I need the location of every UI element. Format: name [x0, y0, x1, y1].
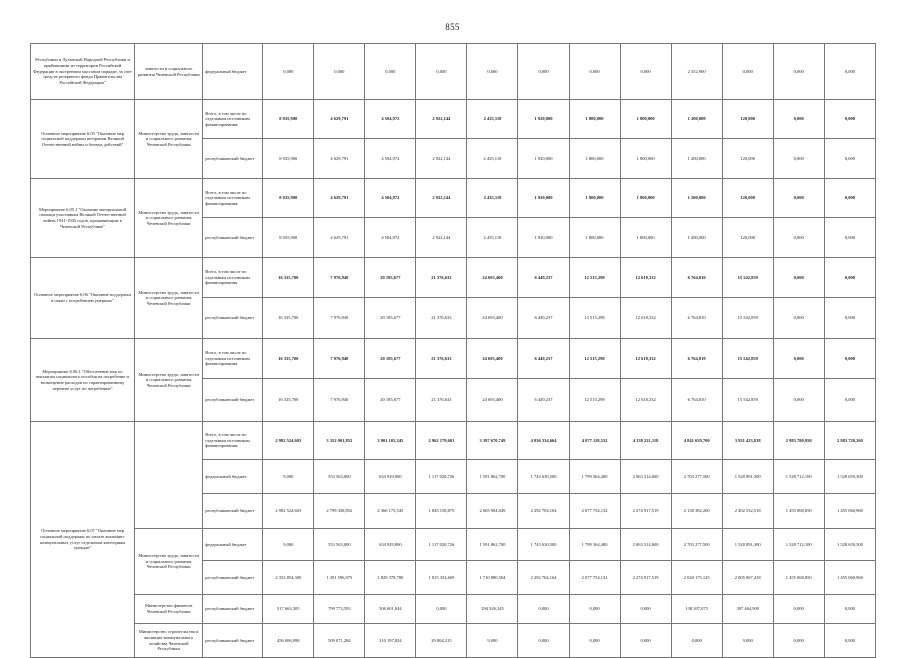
executor-cell: Министерство труда, занятости и социального развития Чеченской Республики — [135, 179, 203, 258]
amount-cell: 4 504,972 — [365, 139, 416, 179]
amount-cell: 1 829 378,780 — [365, 561, 416, 595]
amount-cell: 16 335,700 — [263, 379, 314, 422]
amount-cell: 4 629,791 — [314, 179, 365, 218]
table-row — [31, 422, 876, 460]
amount-cell: 7 976,940 — [314, 298, 365, 339]
page-number: 855 — [445, 22, 460, 32]
amount-cell: 1 455 068,850 — [773, 494, 824, 529]
amount-cell: 2 703 277,500 — [671, 529, 722, 561]
amount-cell: 6 764,810 — [671, 339, 722, 379]
amount-cell: 2 435,118 — [467, 218, 518, 258]
amount-cell: 0,000 — [824, 379, 875, 422]
amount-cell: 1 455 060,960 — [824, 561, 875, 595]
amount-cell: 20 185,677 — [365, 298, 416, 339]
amount-cell: 16 335,700 — [263, 258, 314, 298]
table-row — [31, 624, 876, 658]
amount-cell: 15 542,859 — [722, 379, 773, 422]
amount-cell: 0,000 — [773, 258, 824, 298]
amount-cell: 0,000 — [620, 624, 671, 658]
amount-cell: 1 920,000 — [518, 139, 569, 179]
amount-cell: 7 976,940 — [314, 258, 365, 298]
amount-cell: 21 376,633 — [416, 298, 467, 339]
amount-cell: 8 035,900 — [263, 139, 314, 179]
amount-cell: 2 353 854,300 — [263, 561, 314, 595]
amount-cell: 0,000 — [569, 44, 620, 100]
amount-cell: 2 077 754,132 — [569, 561, 620, 595]
amount-cell: 4 629,791 — [314, 218, 365, 258]
funding-source-cell: республиканский бюджет — [203, 494, 263, 529]
amount-cell: 12 515,298 — [569, 339, 620, 379]
amount-cell: 120,000 — [722, 218, 773, 258]
amount-cell: 0,000 — [569, 624, 620, 658]
amount-cell: 20 185,677 — [365, 379, 416, 422]
amount-cell: 0,000 — [773, 179, 824, 218]
activity-name-cell: Мероприятие 6.06.1 "Обеспечение мер по выплатам социального пособия на погребение и возмещение расходов по гарантированному перечню услуг по погребению" — [31, 339, 135, 422]
amount-cell: 4 338 221,118 — [620, 422, 671, 460]
amount-cell: 1 815 354,669 — [416, 561, 467, 595]
amount-cell: 4 504,972 — [365, 100, 416, 139]
amount-cell: 1 800,000 — [569, 218, 620, 258]
executor-cell: Министерство труда, занятости и социального развития Чеченской Республики — [135, 529, 203, 595]
activity-name-cell: Основное мероприятие 6.06 "Оказание поддержки в связи с погребением умерших" — [31, 258, 135, 339]
amount-cell: 553 563,000 — [314, 529, 365, 561]
amount-cell: 0,000 — [263, 44, 314, 100]
amount-cell: 12 515,298 — [569, 379, 620, 422]
funding-source-cell: Всего, в том числе по отдельным источникам финансирования: — [203, 422, 263, 460]
activity-name-cell: Мероприятие 6.05.1 "Оказание материальной помощи участникам Великой Отечественной войны 1941-1945 годов, проживающим в Чеченской Республике" — [31, 179, 135, 258]
table-row — [31, 258, 876, 298]
table-row — [31, 595, 876, 624]
funding-source-cell: Всего, в том числе по отдельным источникам финансирования: — [203, 100, 263, 139]
amount-cell: 0,000 — [569, 595, 620, 624]
funding-source-cell: федеральный бюджет — [203, 460, 263, 494]
funding-source-cell: Всего, в том числе по отдельным источникам финансирования: — [203, 179, 263, 218]
amount-cell: 1 200,000 — [671, 179, 722, 218]
amount-cell: 1 200,000 — [671, 139, 722, 179]
amount-cell: 0,000 — [773, 624, 824, 658]
funding-source-cell: республиканский бюджет — [203, 298, 263, 339]
funding-source-cell: республиканский бюджет — [203, 561, 263, 595]
amount-cell: 1 799 364,400 — [569, 529, 620, 561]
amount-cell: 2 799 438,852 — [314, 494, 365, 529]
amount-cell: 20 185,677 — [365, 339, 416, 379]
amount-cell: 509 071,284 — [314, 624, 365, 658]
amount-cell: 12 618,332 — [620, 379, 671, 422]
amount-cell: 1 591 862,700 — [467, 460, 518, 494]
amount-cell: 2 435,118 — [467, 179, 518, 218]
amount-cell: 6 449,237 — [518, 298, 569, 339]
amount-cell: 0,000 — [620, 44, 671, 100]
amount-cell: 12 618,332 — [620, 339, 671, 379]
amount-cell: 3 352 001,852 — [314, 422, 365, 460]
amount-cell: 2 982 524,603 — [263, 494, 314, 529]
amount-cell: 517 663,305 — [263, 595, 314, 624]
amount-cell: 2 922,144 — [416, 218, 467, 258]
amount-cell: 0,000 — [824, 179, 875, 218]
amount-cell: 2 435,118 — [467, 100, 518, 139]
amount-cell: 4 629,791 — [314, 100, 365, 139]
amount-cell: 0,000 — [773, 379, 824, 422]
amount-cell: 0,000 — [773, 339, 824, 379]
amount-cell: 0,000 — [773, 595, 824, 624]
funding-source-cell: республиканский бюджет — [203, 139, 263, 179]
amount-cell: 2 922,144 — [416, 179, 467, 218]
amount-cell: 1 528 659,300 — [824, 460, 875, 494]
amount-cell: 1 800,000 — [620, 179, 671, 218]
amount-cell: 6 449,237 — [518, 339, 569, 379]
amount-cell: 9,000 — [722, 624, 773, 658]
amount-cell: 1 528 712,100 — [773, 460, 824, 494]
amount-cell: 2 063 314,600 — [620, 460, 671, 494]
amount-cell: 1 920,000 — [518, 100, 569, 139]
amount-cell: 1 528 891,300 — [722, 529, 773, 561]
amount-cell: 0,000 — [416, 595, 467, 624]
amount-cell: 120,000 — [722, 100, 773, 139]
amount-cell: 2 366 175,545 — [365, 494, 416, 529]
amount-cell: 24 693,400 — [467, 298, 518, 339]
activity-name-cell: Республики и Луганской Народной Республики и прибывшими из территории Российской Федерации в экстренном массовом порядке, за счет средств резервного фонда Правительства Российской Федерации" — [31, 44, 135, 100]
amount-cell: 1 117 020,726 — [416, 460, 467, 494]
amount-cell: 16 335,700 — [263, 339, 314, 379]
amount-cell: 2 292 704,164 — [518, 494, 569, 529]
amount-cell: 12 515,298 — [569, 298, 620, 339]
amount-cell: 0,000 — [671, 624, 722, 658]
amount-cell: 7 976,940 — [314, 339, 365, 379]
amount-cell: 9,000 — [263, 460, 314, 494]
amount-cell: 1 800,000 — [620, 218, 671, 258]
amount-cell: 553 563,000 — [314, 460, 365, 494]
amount-cell: 0,000 — [824, 595, 875, 624]
amount-cell: 15 542,859 — [722, 258, 773, 298]
amount-cell: 2 703 277,500 — [671, 460, 722, 494]
amount-cell: 0,000 — [518, 44, 569, 100]
amount-cell: 0,000 — [824, 44, 875, 100]
amount-cell: 15 542,859 — [722, 298, 773, 339]
amount-cell: 21 376,633 — [416, 339, 467, 379]
amount-cell: 1 800,000 — [569, 139, 620, 179]
amount-cell: 16 335,700 — [263, 298, 314, 339]
amount-cell: 1 845 158,875 — [416, 494, 467, 529]
amount-cell: 1 799 364,400 — [569, 460, 620, 494]
amount-cell: 0,000 — [365, 44, 416, 100]
amount-cell: 9,000 — [467, 624, 518, 658]
amount-cell: 1 800,000 — [620, 100, 671, 139]
amount-cell: 4 629,791 — [314, 139, 365, 179]
amount-cell: 1 200,000 — [671, 218, 722, 258]
amount-cell: 2 402 532,518 — [722, 494, 773, 529]
amount-cell: 634 929,800 — [365, 460, 416, 494]
amount-cell: 2 435,118 — [467, 139, 518, 179]
amount-cell: 6 449,237 — [518, 379, 569, 422]
amount-cell: 0,000 — [773, 44, 824, 100]
amount-cell: 1 117 020,726 — [416, 529, 467, 561]
amount-cell: 2 065 904,049 — [467, 494, 518, 529]
amount-cell: 9,000 — [263, 529, 314, 561]
amount-cell: 2 274 917,519 — [620, 494, 671, 529]
amount-cell: 21 376,633 — [416, 258, 467, 298]
amount-cell: 3 001 105,345 — [365, 422, 416, 460]
table-row — [31, 339, 876, 379]
amount-cell: 7 976,940 — [314, 379, 365, 422]
amount-cell: 20 185,677 — [365, 258, 416, 298]
amount-cell: 456 006,998 — [263, 624, 314, 658]
amount-cell: 1 528 659,300 — [824, 529, 875, 561]
amount-cell: 1 200,000 — [671, 100, 722, 139]
amount-cell: 4 841 659,700 — [671, 422, 722, 460]
amount-cell: 2 962 179,601 — [416, 422, 467, 460]
amount-cell: 1 528 712,100 — [773, 529, 824, 561]
amount-cell: 6 764,810 — [671, 379, 722, 422]
amount-cell: 634 929,800 — [365, 529, 416, 561]
amount-cell: 0,000 — [824, 139, 875, 179]
table-row — [31, 529, 876, 561]
amount-cell: 1 800,000 — [620, 139, 671, 179]
amount-cell: 397 464,900 — [722, 595, 773, 624]
funding-source-cell: федеральный бюджет — [203, 529, 263, 561]
amount-cell: 506 601,844 — [365, 595, 416, 624]
amount-cell: 21 376,633 — [416, 379, 467, 422]
amount-cell: 6 764,810 — [671, 258, 722, 298]
budget-table — [30, 43, 876, 658]
amount-cell: 1 800,000 — [569, 100, 620, 139]
amount-cell: 2 005 067,418 — [722, 561, 773, 595]
amount-cell: 0,000 — [722, 44, 773, 100]
amount-cell: 0,000 — [416, 44, 467, 100]
amount-cell: 0,000 — [467, 44, 518, 100]
executor-cell: Министерство строительства и жилищно-коммунального хозяйства Чеченской Республики — [135, 624, 203, 658]
amount-cell: 2 922,144 — [416, 139, 467, 179]
amount-cell: 2 982 524,603 — [263, 422, 314, 460]
amount-cell: 0,000 — [773, 139, 824, 179]
amount-cell: 1 710 880,504 — [467, 561, 518, 595]
amount-cell: 0,000 — [824, 298, 875, 339]
executor-cell: занятости и социального развития Чеченской Республики — [135, 44, 203, 100]
amount-cell: 2 077 754,132 — [569, 494, 620, 529]
amount-cell: 138 207,075 — [671, 595, 722, 624]
amount-cell: 1 528 891,300 — [722, 460, 773, 494]
executor-cell: Министерство труда, занятости и социального развития Чеченской Республики — [135, 258, 203, 339]
amount-cell: 8 035,900 — [263, 179, 314, 218]
amount-cell: 1 800,000 — [569, 179, 620, 218]
table-row — [31, 100, 876, 139]
amount-cell: 2 352,900 — [671, 44, 722, 100]
amount-cell: 2 063 314,600 — [620, 529, 671, 561]
amount-cell: 2 138 382,200 — [671, 494, 722, 529]
amount-cell: 0,000 — [773, 218, 824, 258]
executor-cell: Министерство труда, занятости и социального развития Чеченской Республики — [135, 339, 203, 422]
activity-name-cell: Основное мероприятие 6.05 "Оказание мер социальной поддержки ветеранам Великой Отечественной войны и боевых действий" — [31, 100, 135, 179]
amount-cell: 4 077 118,532 — [569, 422, 620, 460]
amount-cell: 2 274 917,519 — [620, 561, 671, 595]
amount-cell: 0,000 — [824, 624, 875, 658]
amount-cell: 4 504,972 — [365, 179, 416, 218]
table-row — [31, 179, 876, 218]
amount-cell: 2 983 720,260 — [824, 422, 875, 460]
amount-cell: 24 693,400 — [467, 339, 518, 379]
funding-source-cell: Всего, в том числе по отдельным источникам финансирования — [203, 258, 263, 298]
executor-cell: Министерство финансов Чеченской Республики — [135, 595, 203, 624]
funding-source-cell: республиканский бюджет — [203, 218, 263, 258]
funding-source-cell: Всего, в том числе по отдельным источникам финансирования — [203, 339, 263, 379]
amount-cell: 15 542,859 — [722, 339, 773, 379]
amount-cell: 0,000 — [773, 298, 824, 339]
funding-source-cell: республиканский бюджет — [203, 624, 263, 658]
amount-cell: 1 591 862,700 — [467, 529, 518, 561]
amount-cell: 6 764,810 — [671, 298, 722, 339]
amount-cell: 6 449,237 — [518, 258, 569, 298]
amount-cell: 0,000 — [824, 218, 875, 258]
amount-cell: 12 515,298 — [569, 258, 620, 298]
amount-cell: 1 743 630,500 — [518, 529, 569, 561]
amount-cell: 294 926,345 — [467, 595, 518, 624]
amount-cell: 310 197,824 — [365, 624, 416, 658]
amount-cell: 2 983 780,950 — [773, 422, 824, 460]
amount-cell: 1 743 630,500 — [518, 460, 569, 494]
amount-cell: 0,000 — [314, 44, 365, 100]
amount-cell: 120,000 — [722, 139, 773, 179]
amount-cell: 4 036 334,664 — [518, 422, 569, 460]
amount-cell: 1 920,000 — [518, 218, 569, 258]
amount-cell: 24 693,400 — [467, 379, 518, 422]
amount-cell: 2 020 175,125 — [671, 561, 722, 595]
amount-cell: 0,000 — [518, 624, 569, 658]
amount-cell: 8 035,900 — [263, 100, 314, 139]
amount-cell: 12 618,332 — [620, 298, 671, 339]
funding-source-cell: республиканский бюджет — [203, 379, 263, 422]
amount-cell: 2 292 704,164 — [518, 561, 569, 595]
amount-cell: 0,000 — [773, 100, 824, 139]
amount-cell: 799 773,593 — [314, 595, 365, 624]
table-row — [31, 44, 876, 100]
amount-cell: 24 693,400 — [467, 258, 518, 298]
amount-cell: 120,000 — [722, 179, 773, 218]
executor-cell — [135, 422, 203, 529]
amount-cell: 2 922,144 — [416, 100, 467, 139]
executor-cell: Министерство труда, занятости и социального развития Чеченской Республики — [135, 100, 203, 179]
amount-cell: 0,000 — [824, 258, 875, 298]
amount-cell: 0,000 — [824, 100, 875, 139]
amount-cell: 12 618,332 — [620, 258, 671, 298]
amount-cell: 1 455 060,960 — [824, 494, 875, 529]
activity-name-cell: Основное мероприятие 6.07 "Оказание мер социальной поддержки по оплате жилищно-коммунальных услуг отдельным категориям граждан" — [31, 422, 135, 658]
amount-cell: 1 455 068,850 — [773, 561, 824, 595]
funding-source-cell: федеральный бюджет — [203, 44, 263, 100]
amount-cell: 1 391 596,975 — [314, 561, 365, 595]
amount-cell: 0,000 — [518, 595, 569, 624]
amount-cell: 8 035,900 — [263, 218, 314, 258]
funding-source-cell: республиканский бюджет — [203, 595, 263, 624]
amount-cell: 1 920,000 — [518, 179, 569, 218]
amount-cell: 4 504,972 — [365, 218, 416, 258]
amount-cell: 0,000 — [824, 339, 875, 379]
amount-cell: 3 931 423,818 — [722, 422, 773, 460]
amount-cell: 3 397 670,749 — [467, 422, 518, 460]
amount-cell: 0,000 — [620, 595, 671, 624]
amount-cell: 29 804,215 — [416, 624, 467, 658]
